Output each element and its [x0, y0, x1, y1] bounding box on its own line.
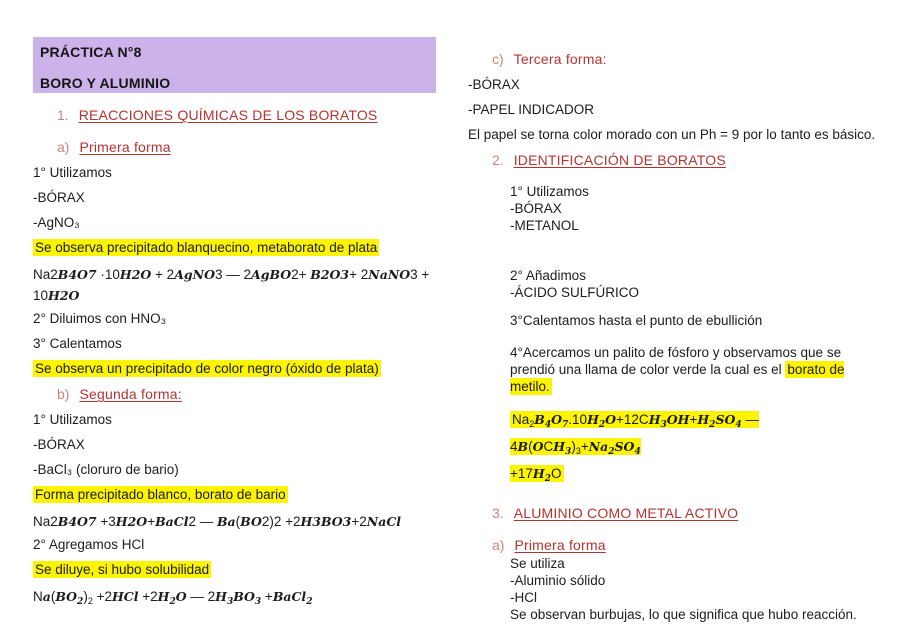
eq-seg: 3 [575, 446, 581, 456]
chemical-equation [33, 264, 436, 306]
paragraph [468, 572, 880, 589]
eq-seg: + [147, 514, 156, 529]
eq-seg: 2 [598, 420, 606, 430]
eq-seg: 2 [544, 474, 551, 484]
eq-seg: O [551, 412, 563, 427]
eq-seg: B [517, 439, 529, 454]
subsection-heading [492, 50, 880, 69]
heading-marker: b) [57, 386, 70, 402]
highlighted-equation [510, 411, 759, 482]
paragraph [468, 344, 880, 395]
paragraph [468, 101, 880, 119]
eq-seg: B [534, 412, 545, 427]
eq-seg: H [553, 439, 566, 454]
subsection-heading [57, 138, 436, 157]
eq-seg: O [550, 466, 562, 481]
eq-seg: H [697, 412, 710, 427]
heading-marker: 2. [492, 152, 504, 168]
doc-header [33, 37, 436, 93]
eq-seg: +3 [96, 514, 116, 529]
text-run: Se observan burbujas, lo que significa que hubo reacción. [510, 607, 857, 622]
text-run: -ÁCIDO SULFÚRICO [510, 285, 640, 300]
text-run: -BÓRAX [510, 201, 562, 216]
eq-seg: ( [528, 439, 533, 454]
eq-seg: Na [512, 412, 530, 427]
eq-seg: a [42, 589, 51, 604]
paragraph [33, 239, 436, 257]
eq-seg: AgNO [174, 267, 215, 282]
text-run: -METANOL [510, 218, 579, 233]
eq-seg: 2 [608, 447, 615, 457]
highlighted-text: Se diluye, si hubo solubilidad [35, 562, 210, 577]
paragraph [33, 486, 436, 504]
paragraph [468, 126, 880, 144]
eq-seg: BO [240, 514, 262, 529]
eq-seg: O [175, 589, 187, 604]
paragraph [468, 589, 880, 606]
doc-header-title: PRÁCTICA N°8 [40, 44, 142, 60]
eq-seg: BO [55, 589, 78, 604]
doc-header-subtitle: BORO Y ALUMINIO [40, 75, 171, 91]
eq-seg: C [543, 439, 554, 454]
eq-seg: 4 [544, 420, 552, 430]
eq-seg: B2O3 [310, 267, 350, 282]
subsection-heading [57, 385, 436, 404]
eq-seg: H2O [48, 288, 80, 303]
right-column [468, 46, 880, 623]
paragraph [468, 312, 880, 329]
paragraph [33, 536, 436, 554]
paragraph [33, 189, 436, 207]
text-run: 1° Utilizamos [510, 184, 589, 199]
paragraph [468, 183, 880, 200]
left-column [33, 37, 436, 617]
eq-seg: HCl [111, 589, 139, 604]
eq-seg: 2 — [188, 514, 217, 529]
eq-seg: H [648, 412, 661, 427]
eq-seg: 10 [33, 288, 49, 303]
heading-text: Primera forma [79, 139, 171, 155]
eq-seg: + 2 [151, 267, 175, 282]
eq-seg: 3 — 2 [214, 267, 251, 282]
text-run: 2° Agregamos HCl [33, 537, 145, 552]
eq-seg: H [532, 466, 545, 481]
eq-seg: + 2 [349, 267, 369, 282]
section-heading [57, 106, 436, 125]
text-run: 3°Calentamos hasta el punto de ebullición [510, 313, 763, 328]
eq-seg: 3 + [410, 267, 430, 282]
paragraph [33, 411, 436, 429]
text-run: El papel se torna color morado con un Ph = 9 por lo tanto es básico. [468, 127, 876, 142]
eq-seg: H [157, 589, 170, 604]
paragraph [468, 76, 880, 94]
heading-text: Primera forma [514, 537, 606, 553]
text-run: 1° Utilizamos [33, 165, 112, 180]
highlighted-text: borato de metilo. [510, 362, 845, 394]
eq-seg: BO [233, 589, 255, 604]
chemical-equation [33, 586, 436, 613]
eq-seg: H3BO3 [300, 514, 352, 529]
eq-seg: NaCl [366, 514, 402, 529]
subsection-heading [492, 536, 880, 555]
eq-seg: 7 [562, 420, 569, 430]
eq-seg: 2 [709, 420, 716, 430]
highlighted-text: Se observa un precipitado de color negro (óxido de plata) [35, 361, 379, 376]
eq-seg: + [689, 412, 698, 427]
section-heading [492, 151, 880, 170]
eq-seg: + [580, 439, 589, 454]
eq-seg: ) [83, 589, 88, 604]
eq-seg: Na2 [33, 267, 58, 282]
chemical-equation [33, 511, 436, 532]
heading-text: ALUMINIO COMO METAL ACTIVO [513, 505, 739, 521]
paragraph [33, 164, 436, 182]
paragraph [468, 555, 880, 572]
eq-seg: 3 [660, 420, 667, 430]
eq-seg: H [215, 589, 227, 604]
eq-seg: 2+ [291, 267, 311, 282]
eq-seg: 3 [254, 597, 262, 607]
heading-text: Segunda forma: [79, 386, 182, 402]
spacer [468, 329, 880, 344]
text-run: Se utiliza [510, 556, 565, 571]
eq-seg: AgBO [251, 267, 292, 282]
section-heading [492, 504, 880, 523]
eq-seg: +17 [510, 466, 533, 481]
eq-seg: 4 [634, 447, 641, 457]
spacer [468, 395, 880, 409]
eq-seg: +2 [351, 514, 367, 529]
eq-seg: +2 [138, 589, 158, 604]
eq-seg: O [532, 439, 544, 454]
text-run: 1° Utilizamos [33, 412, 112, 427]
paragraph [33, 436, 436, 454]
paragraph [468, 200, 880, 217]
text-run: 2° Añadimos [510, 268, 586, 283]
highlighted-text: Forma precipitado blanco, borato de bario [35, 487, 286, 502]
eq-seg: + [261, 589, 273, 604]
spacer [468, 494, 880, 500]
text-run: 3° Calentamos [33, 336, 122, 351]
eq-seg: H2O [119, 267, 152, 282]
paragraph [33, 310, 436, 328]
chemical-equation [468, 409, 880, 490]
eq-seg: ) [571, 439, 576, 454]
heading-marker: 1. [57, 107, 69, 123]
eq-seg: ·10 [96, 267, 120, 282]
paragraph [468, 284, 880, 301]
highlighted-text: Se observa precipitado blanquecino, metaborato de plata [35, 240, 378, 255]
heading-text: Tercera forma: [513, 51, 607, 67]
eq-seg: 2 [529, 419, 535, 429]
eq-seg: 2 [87, 596, 93, 606]
text-run: -BaCl₃ (cloruro de bario) [33, 462, 179, 477]
eq-seg: OH [666, 412, 690, 427]
paragraph [33, 561, 436, 579]
spacer [468, 234, 880, 267]
eq-seg: Na2 [33, 514, 58, 529]
eq-seg: +2 [92, 589, 112, 604]
text-run: -PAPEL INDICADOR [468, 102, 595, 117]
text-run: -HCl [510, 590, 537, 605]
eq-seg: 3 [226, 597, 234, 607]
text-run: -BÓRAX [33, 437, 85, 452]
text-run: -AgNO₃ [33, 215, 80, 230]
eq-seg: 2)2 +2 [261, 514, 301, 529]
eq-seg: O [605, 412, 617, 427]
eq-seg: BaCl [155, 514, 189, 529]
eq-seg: H [587, 412, 599, 427]
text-run: -BÓRAX [33, 190, 85, 205]
paragraph [33, 214, 436, 232]
eq-seg: .10 [568, 412, 588, 427]
text-run: 2° Diluimos con HNO₃ [33, 311, 167, 326]
paragraph [33, 461, 436, 479]
eq-seg: ( [50, 589, 56, 604]
heading-text: IDENTIFICACIÓN DE BORATOS [513, 152, 726, 168]
heading-marker: a) [492, 537, 505, 553]
text-run: 4°Acercamos un palito de fósforo y observamos que se prendió una llama de color verde la cual es el [510, 345, 842, 377]
paragraph [468, 606, 880, 623]
heading-text: REACCIONES QUÍMICAS DE LOS BORATOS [78, 107, 378, 123]
eq-seg: SO [614, 439, 635, 454]
eq-seg: 3 [565, 447, 572, 457]
eq-seg: BaCl [272, 589, 307, 604]
eq-seg: — 4 [510, 412, 759, 454]
paragraph [33, 360, 436, 378]
eq-seg: N [33, 589, 43, 604]
eq-seg: NaNO [368, 267, 411, 282]
text-run: -BÓRAX [468, 77, 520, 92]
heading-marker: a) [57, 139, 70, 155]
spacer [468, 301, 880, 312]
paragraph [468, 217, 880, 234]
eq-seg: B4O7 [57, 267, 97, 282]
heading-marker: 3. [492, 505, 504, 521]
eq-seg: 2 [169, 597, 176, 607]
text-run: -Aluminio sólido [510, 573, 606, 588]
eq-seg: 4 [735, 420, 742, 430]
eq-seg: 2 [306, 597, 313, 607]
eq-seg: +12C [616, 412, 649, 427]
eq-seg: H2O [115, 514, 148, 529]
eq-seg: 2 [77, 597, 84, 607]
eq-seg: Ba [216, 514, 236, 529]
heading-marker: c) [492, 51, 504, 67]
eq-seg: SO [715, 412, 736, 427]
eq-seg: — 2 [186, 589, 216, 604]
paragraph [33, 335, 436, 353]
eq-seg: Na [588, 439, 609, 454]
eq-seg: ( [235, 514, 241, 529]
paragraph [468, 267, 880, 284]
eq-seg: B4O7 [57, 514, 97, 529]
